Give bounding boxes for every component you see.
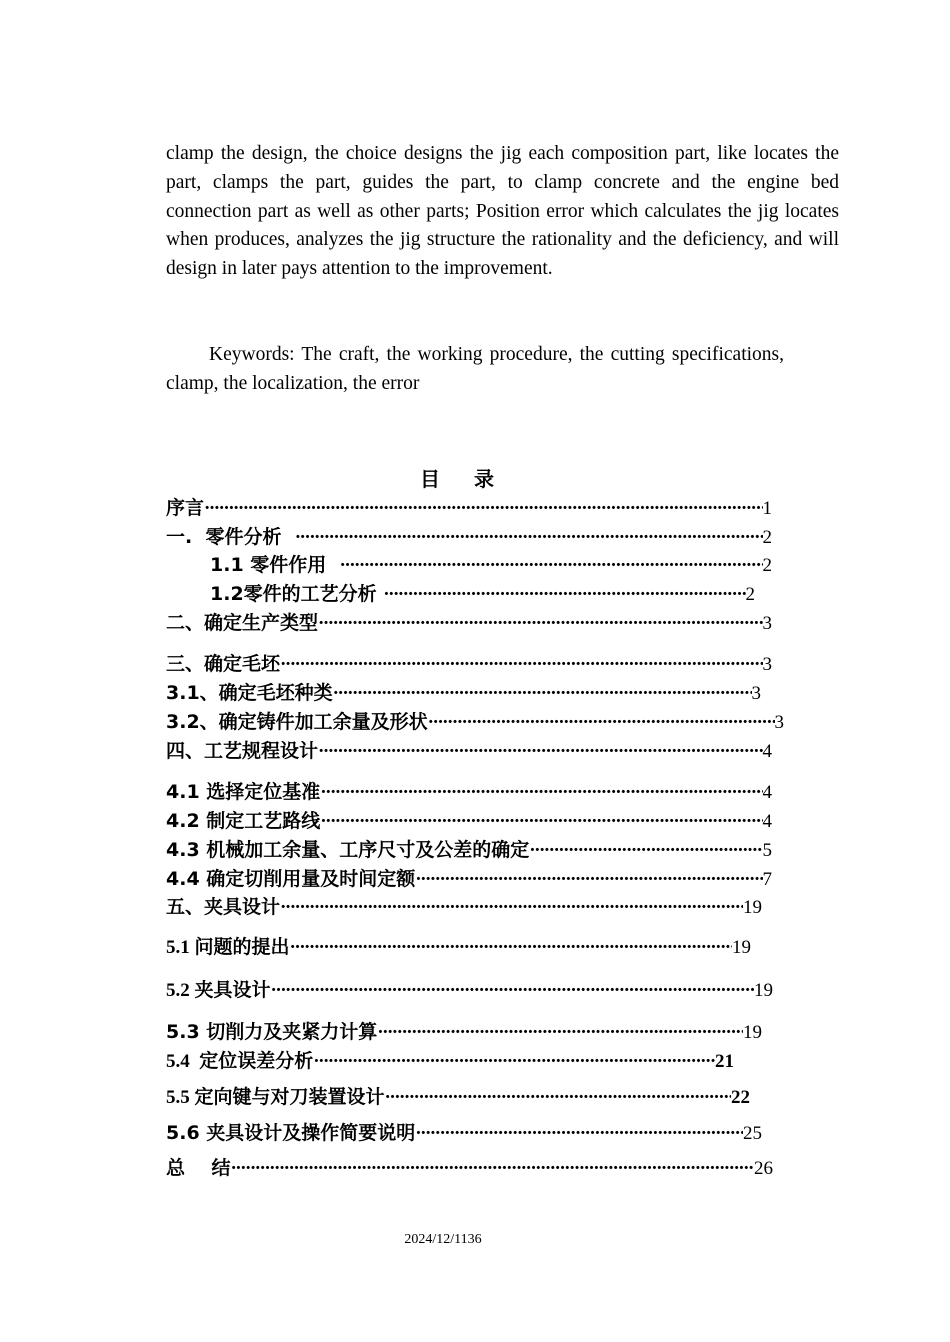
toc-entry-page: 7 [762, 869, 772, 890]
toc-entry-page: 4 [762, 782, 772, 803]
keywords-paragraph: Keywords: The craft, the working procedure, the cutting specifications, clamp, the localization, the error [166, 344, 784, 394]
toc-entry[interactable] [166, 975, 773, 1001]
toc-entry[interactable] [166, 1153, 773, 1179]
toc-entry-page: 2 [762, 555, 772, 576]
toc-entry[interactable] [210, 550, 772, 576]
abstract-paragraph: clamp the design, the choice designs the jig each composition part, like locates the part, clamps the part, guides the part, to clamp concrete and the engine bed connection part as well as other parts; Position error which calculates the jig locates when produces, analyzes the jig structure the rationality and the deficiency, and will design in later pays attention to the improvement. [166, 143, 839, 280]
toc-entry-page: 25 [743, 1123, 762, 1144]
toc-entry-label: 5.3 切削力及夹紧力计算 [166, 1021, 378, 1043]
toc-title-right: 录 [474, 467, 494, 491]
toc-entry-page: 3 [774, 712, 784, 733]
toc-entry-label: 三、确定毛坯 [166, 653, 281, 675]
toc-entry[interactable] [166, 678, 761, 704]
toc-entry-label: 4.4 确定切削用量及时间定额 [166, 868, 416, 890]
toc-entry-page: 26 [754, 1158, 773, 1179]
toc-entry[interactable] [166, 835, 772, 861]
toc-entry[interactable] [166, 1082, 750, 1108]
toc-entry-page: 22 [731, 1087, 750, 1108]
toc-title [420, 463, 494, 492]
toc-entry-label: 一. 零件分析 [166, 526, 295, 548]
toc-entry-page: 2 [762, 527, 772, 548]
toc-entry-page: 3 [751, 683, 761, 704]
toc-entry[interactable] [166, 1046, 734, 1072]
toc-entry-label: 序言 [166, 497, 205, 519]
toc-title-left: 目 [420, 467, 440, 491]
toc-entry[interactable] [166, 777, 772, 803]
toc-entry[interactable] [166, 649, 772, 675]
toc-entry[interactable] [166, 608, 772, 634]
toc-entry-page: 1 [762, 498, 772, 519]
toc-entry-page: 21 [715, 1051, 734, 1072]
toc-entry[interactable] [166, 806, 772, 832]
toc-entry[interactable] [166, 736, 772, 762]
toc-entry-label: 5.2 夹具设计 [166, 980, 271, 1001]
toc-entry-page: 2 [745, 584, 755, 605]
toc-entry[interactable] [166, 1118, 762, 1144]
toc-entry-label: 3.1、确定毛坯种类 [166, 682, 333, 704]
toc-entry-page: 4 [762, 811, 772, 832]
toc-entry-label: 3.2、确定铸件加工余量及形状 [166, 711, 428, 733]
toc-entry-page: 19 [754, 980, 773, 1001]
toc-entry-label: 五、夹具设计 [166, 896, 281, 918]
toc-entry-label: 1.2零件的工艺分析 [210, 583, 384, 605]
toc-entry[interactable] [166, 522, 772, 548]
toc-entry-label: 4.1 选择定位基准 [166, 781, 321, 803]
toc-entry[interactable] [166, 864, 772, 890]
toc-entry-label: 5.6 夹具设计及操作简要说明 [166, 1122, 416, 1144]
toc-entry[interactable] [166, 932, 751, 958]
toc-entry-label: 5.5 定向键与对刀装置设计 [166, 1087, 385, 1108]
toc-entry-label: 四、工艺规程设计 [166, 740, 319, 762]
toc-entry-label: 二、确定生产类型 [166, 612, 319, 634]
toc-entry-label: 5.4 定位误差分析 [166, 1051, 314, 1072]
toc-entry-page: 19 [743, 897, 762, 918]
toc-entry-page: 3 [762, 654, 772, 675]
toc-entry[interactable] [166, 493, 772, 519]
page-footer-date: 2024/12/1136 [404, 1232, 482, 1247]
toc-entry[interactable] [210, 579, 755, 605]
toc-entry[interactable] [166, 892, 762, 918]
toc-entry-page: 19 [732, 937, 751, 958]
toc-entry[interactable] [166, 707, 784, 733]
toc-entry-label: 4.3 机械加工余量、工序尺寸及公差的确定 [166, 839, 530, 861]
toc-entry-label: 4.2 制定工艺路线 [166, 810, 321, 832]
toc-entry-label: 5.1 问题的提出 [166, 937, 290, 958]
toc-entry-page: 19 [743, 1022, 762, 1043]
toc-entry-page: 5 [762, 840, 772, 861]
toc-entry-label: 总 结 [166, 1157, 231, 1179]
toc-entry-label: 1.1 零件作用 [210, 554, 340, 576]
toc-entry[interactable] [166, 1017, 762, 1043]
toc-entry-page: 4 [762, 741, 772, 762]
toc-entry-page: 3 [762, 613, 772, 634]
